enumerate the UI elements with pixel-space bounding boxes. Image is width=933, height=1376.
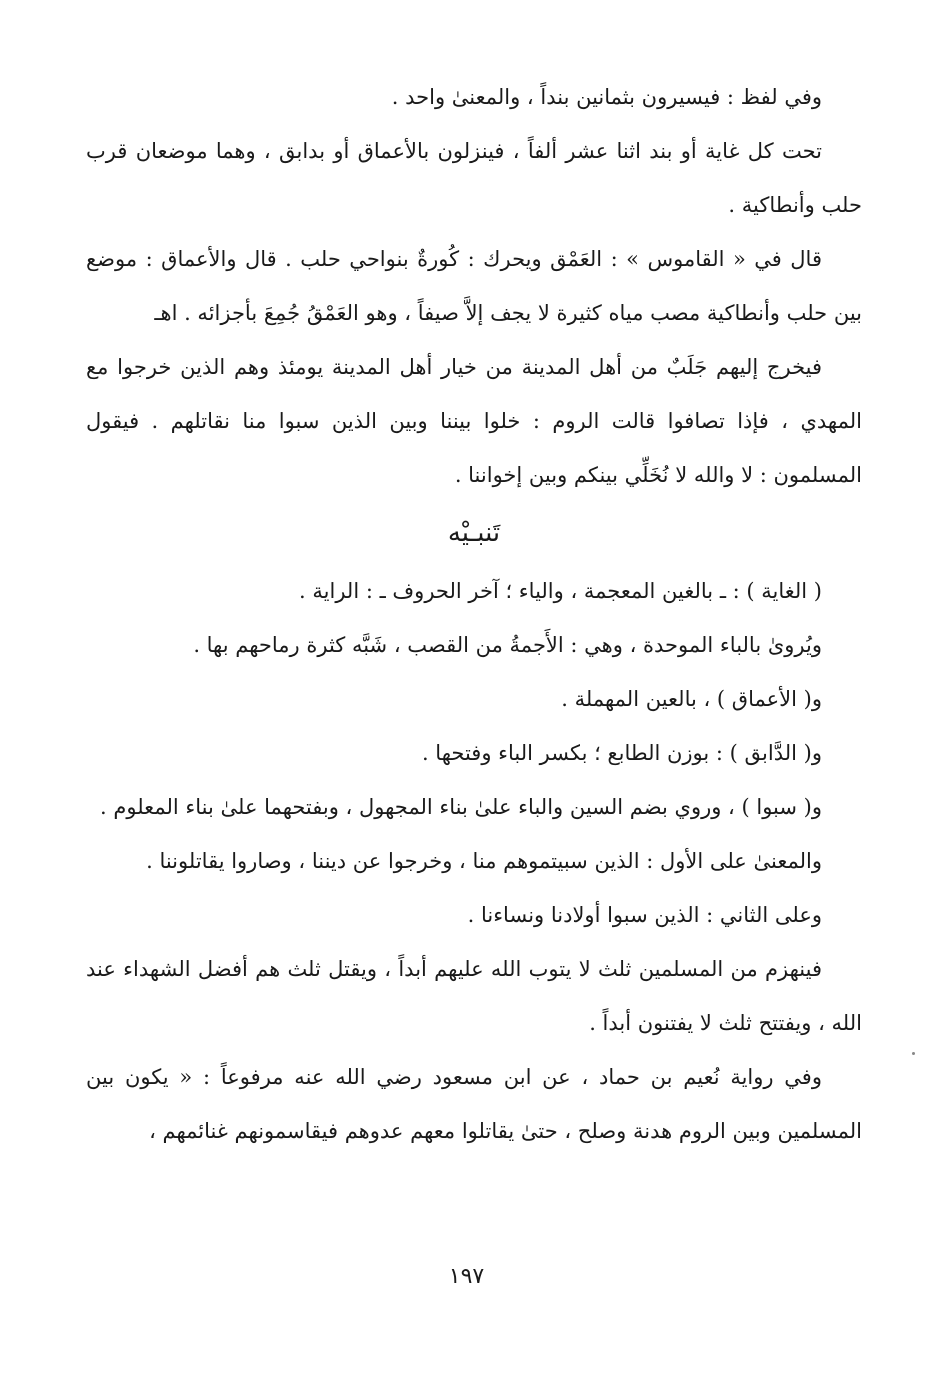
paragraph-4: فيخرج إليهم جَلَبٌ من أهل المدينة من خيار أهل المدينة يومئذ وهم الذين خرجوا مع المهدي ، فإذا تصافوا قالت الروم : خلوا بيننا وبين الذين سبوا منا نقاتلهم . فيقول المسلمون : لا والله لا نُخَلِّي بينكم وبين إخواننا . <box>86 355 862 487</box>
section-heading: تَنبـيْه <box>447 518 501 548</box>
note-8: فينهزم من المسلمين ثلث لا يتوب الله عليهم أبداً ، ويقتل ثلث هم أفضل الشهداء عند الله ، ويفتتح ثلث لا يفتنون أبداً . <box>86 957 862 1035</box>
note-5: و( سبوا ) ، وروي بضم السين والباء علىٰ بناء المجهول ، وبفتحهما علىٰ بناء المعلوم . <box>100 795 822 819</box>
note-4: و( الدَّابق ) : بوزن الطابع ؛ بكسر الباء وفتحها . <box>421 741 822 765</box>
page-number: ١٩٧ <box>448 1264 485 1289</box>
note-9: وفي رواية نُعيم بن حماد ، عن ابن مسعود رضي الله عنه مرفوعاً : « يكون بين المسلمين وبين الروم هدنة وصلح ، حتىٰ يقاتلوا معهم عدوهم فيقاسمونهم غنائمهم ، <box>86 1065 862 1143</box>
page-body <box>86 70 862 1158</box>
paragraph-3: قال في « القاموس » : العَمْق ويحرك : كُورةٌ بنواحي حلب . قال والأعماق : موضع بين حلب وأنطاكية مصب مياه كثيرة لا يجف إلاَّ صيفاً ، وهو العَمْقُ جُمِعَ بأجزائه . اهـ <box>86 247 862 325</box>
note-6: والمعنىٰ على الأول : الذين سبيتموهم منا ، وخرجوا عن ديننا ، وصاروا يقاتلوننا . <box>146 849 822 873</box>
note-2: ويُروىٰ بالباء الموحدة ، وهي : الأَجمةُ من القصب ، شَبَّه كثرة رماحهم بها . <box>193 633 822 657</box>
paragraph-2: تحت كل غاية أو بند اثنا عشر ألفاً ، فينزلون بالأعماق أو بدابق ، وهما موضعان قرب حلب وأنطاكية . <box>86 139 862 217</box>
note-1: ( الغاية ) : ـ بالغين المعجمة ، والياء ؛ آخر الحروف ـ : الراية . <box>299 579 822 603</box>
paragraph-1: وفي لفظ : فيسيرون بثمانين بنداً ، والمعنىٰ واحد . <box>391 85 822 109</box>
note-7: وعلى الثاني : الذين سبوا أولادنا ونساءنا . <box>467 903 822 927</box>
scan-speck <box>912 1052 915 1055</box>
note-3: و( الأعماق ) ، بالعين المهملة . <box>561 687 822 711</box>
